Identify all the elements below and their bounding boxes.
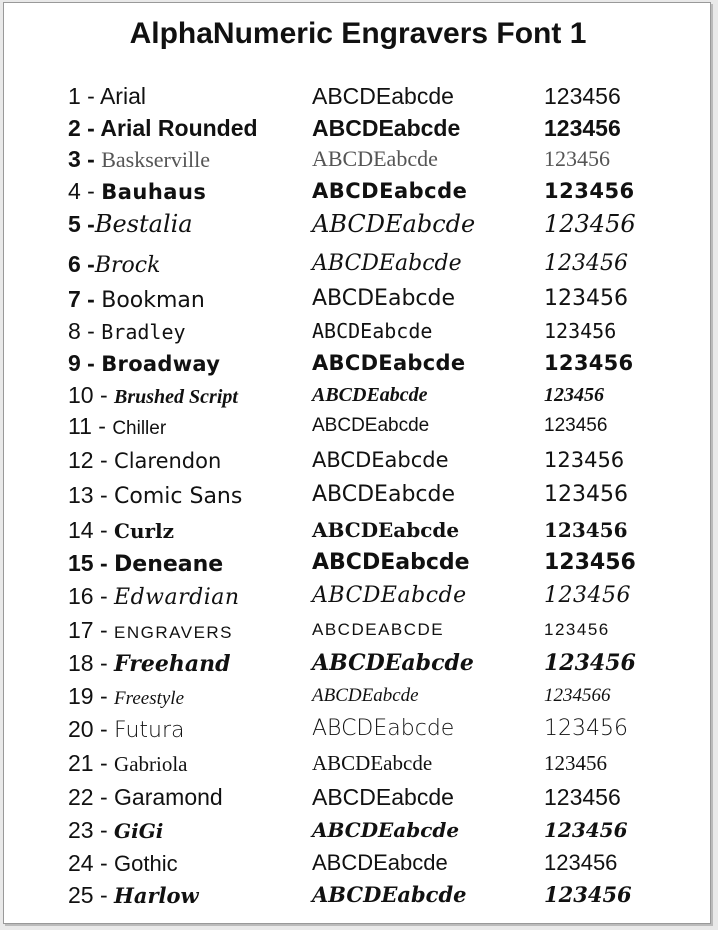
font-number: 25 - (68, 882, 115, 908)
font-row (4, 282, 712, 316)
font-row (4, 513, 712, 547)
font-number: 17 - (68, 617, 115, 643)
alpha-sample: ABCDEabcde (312, 179, 468, 203)
font-row (4, 207, 712, 241)
font-number: 13 - (68, 482, 115, 508)
font-name: Futura (114, 718, 185, 743)
numeric-sample: 123456 (544, 210, 636, 238)
alpha-sample: ABCDEabcde (312, 210, 476, 238)
alpha-sample: ABCDEabcde (312, 448, 449, 472)
font-name: ENGRAVERS (114, 623, 234, 642)
font-row (4, 378, 712, 412)
font-number: 8 - (68, 318, 102, 344)
font-name: Curlz (114, 519, 174, 543)
font-number: 14 - (68, 517, 115, 543)
font-name: Arial (99, 83, 146, 109)
alpha-sample: ABCDEabcde (312, 115, 461, 141)
font-number: 3 - (68, 146, 102, 172)
alpha-sample: ABCDEabcde (312, 650, 474, 676)
font-name: GiGi (114, 819, 164, 843)
numeric-sample: 123456 (544, 583, 631, 608)
font-row (4, 712, 712, 746)
font-name: Harlow (114, 883, 199, 908)
alpha-sample: ABCDEabcde (312, 882, 467, 907)
font-row (4, 846, 712, 880)
font-row (4, 679, 712, 713)
alpha-sample: ABCDEabcde (312, 850, 448, 875)
alpha-sample: ABCDEabcde (312, 518, 460, 542)
font-number: 18 - (68, 650, 115, 676)
alpha-sample: ABCDEABCDE (312, 620, 445, 639)
font-number: 20 - (68, 716, 115, 742)
numeric-sample: 123456 (544, 115, 621, 141)
numeric-sample: 123456 (544, 286, 628, 311)
font-name: Gabriola (114, 752, 188, 776)
numeric-sample: 123456 (544, 550, 636, 575)
font-number: 23 - (68, 817, 115, 843)
numeric-sample: 1234566 (544, 685, 611, 706)
alpha-sample: ABCDEabcde (312, 716, 455, 741)
numeric-sample: 123456 (544, 146, 610, 171)
font-number: 1 - (68, 83, 100, 109)
font-name: Gothic (114, 851, 178, 876)
alpha-sample: ABCDEabcde (312, 146, 438, 171)
numeric-sample: 123456 (544, 482, 628, 507)
font-row (4, 346, 712, 380)
alpha-sample: ABCDEabcde (312, 286, 455, 311)
font-name-cell (68, 409, 308, 447)
numeric-sample: 123456 (544, 716, 628, 741)
font-name: Bauhaus (101, 180, 207, 204)
font-number: 19 - (68, 683, 115, 709)
numeric-sample: 123456 (544, 415, 608, 436)
font-number: 16 - (68, 583, 115, 609)
font-number: 12 - (68, 447, 115, 473)
font-name-cell (68, 746, 308, 784)
font-name: Chiller (112, 418, 167, 439)
font-number: 2 - (68, 115, 101, 141)
alpha-sample: ABCDEabcde (312, 351, 466, 375)
alpha-sample: ABCDEabcde (312, 319, 433, 343)
font-number: 10 - (68, 382, 115, 408)
font-name: Brock (94, 253, 161, 278)
numeric-sample: 123456 (544, 784, 621, 810)
alpha-sample: ABCDEabcde (312, 583, 467, 608)
font-name-cell (68, 712, 308, 750)
font-row (4, 746, 712, 780)
font-number: 9 - (68, 350, 102, 376)
numeric-sample: 123456 (544, 818, 628, 842)
numeric-sample: 123456 (544, 384, 604, 406)
font-row (4, 174, 712, 208)
font-number: 24 - (68, 850, 115, 876)
font-name: Arial Rounded (100, 115, 258, 141)
font-name: Bestalia (94, 210, 193, 238)
font-row (4, 409, 712, 443)
numeric-sample: 123456 (544, 319, 617, 343)
font-name: Comic Sans (114, 484, 243, 509)
font-row (4, 579, 712, 613)
font-number: 7 - (68, 286, 102, 312)
font-name: Bookman (101, 288, 205, 313)
font-row (4, 646, 712, 680)
numeric-sample: 123456 (544, 751, 607, 775)
font-name: Freehand (114, 651, 231, 677)
numeric-sample: 123456 (544, 351, 634, 375)
font-number: 4 - (68, 178, 102, 204)
alpha-sample: ABCDEabcde (312, 482, 455, 507)
numeric-sample: 123456 (544, 650, 636, 676)
font-row (4, 111, 712, 145)
alpha-sample: ABCDEabcde (312, 83, 454, 109)
font-sample-sheet (3, 2, 711, 924)
font-name-cell (68, 247, 308, 285)
font-row (4, 314, 712, 348)
font-row (4, 79, 712, 113)
font-name: Deneane (114, 552, 224, 577)
font-name-cell (68, 478, 308, 516)
font-name-cell (68, 207, 308, 245)
font-row (4, 813, 712, 847)
alpha-sample: ABCDEabcde (312, 784, 454, 810)
page-title: AlphaNumeric Engravers Font 1 (129, 17, 587, 50)
font-name: Bradley (101, 320, 186, 344)
alpha-sample: ABCDEabcde (312, 251, 462, 276)
font-name: Baskserville (101, 147, 210, 172)
font-number: 21 - (68, 750, 115, 776)
font-name-cell (68, 579, 308, 617)
font-row (4, 780, 712, 814)
font-name: Clarendon (114, 449, 222, 473)
font-row (4, 478, 712, 512)
font-name: Garamond (114, 784, 223, 810)
font-name: Broadway (101, 352, 221, 376)
numeric-sample: 123456 (544, 448, 625, 472)
font-number: 6 - (68, 251, 95, 277)
font-number: 22 - (68, 784, 115, 810)
numeric-sample: 123456 (544, 251, 628, 276)
font-name: Brushed Script (114, 386, 238, 408)
font-row (4, 546, 712, 580)
font-row (4, 247, 712, 281)
font-name-cell (68, 443, 308, 481)
font-row (4, 142, 712, 176)
numeric-sample: 123456 (544, 83, 621, 109)
alpha-sample: ABCDEabcde (312, 415, 430, 436)
numeric-sample: 123456 (544, 882, 632, 907)
alpha-sample: ABCDEabcde (312, 550, 470, 575)
font-number: 5 - (68, 211, 95, 237)
font-row (4, 443, 712, 477)
font-name-cell (68, 878, 308, 916)
alpha-sample: ABCDEabcde (312, 818, 460, 842)
numeric-sample: 123456 (544, 518, 628, 542)
numeric-sample: 123456 (544, 850, 618, 875)
font-number: 11 - (68, 413, 113, 439)
alpha-sample: ABCDEabcde (312, 384, 428, 406)
font-name: Freestyle (114, 688, 185, 709)
numeric-sample: 123456 (544, 179, 635, 203)
numeric-sample: 123456 (544, 620, 610, 639)
font-number: 15 - (68, 550, 115, 576)
font-row (4, 878, 712, 912)
font-row (4, 613, 712, 647)
alpha-sample: ABCDEabcde (312, 685, 419, 706)
font-name: Edwardian (114, 585, 240, 610)
alpha-sample: ABCDEabcde (312, 751, 433, 775)
